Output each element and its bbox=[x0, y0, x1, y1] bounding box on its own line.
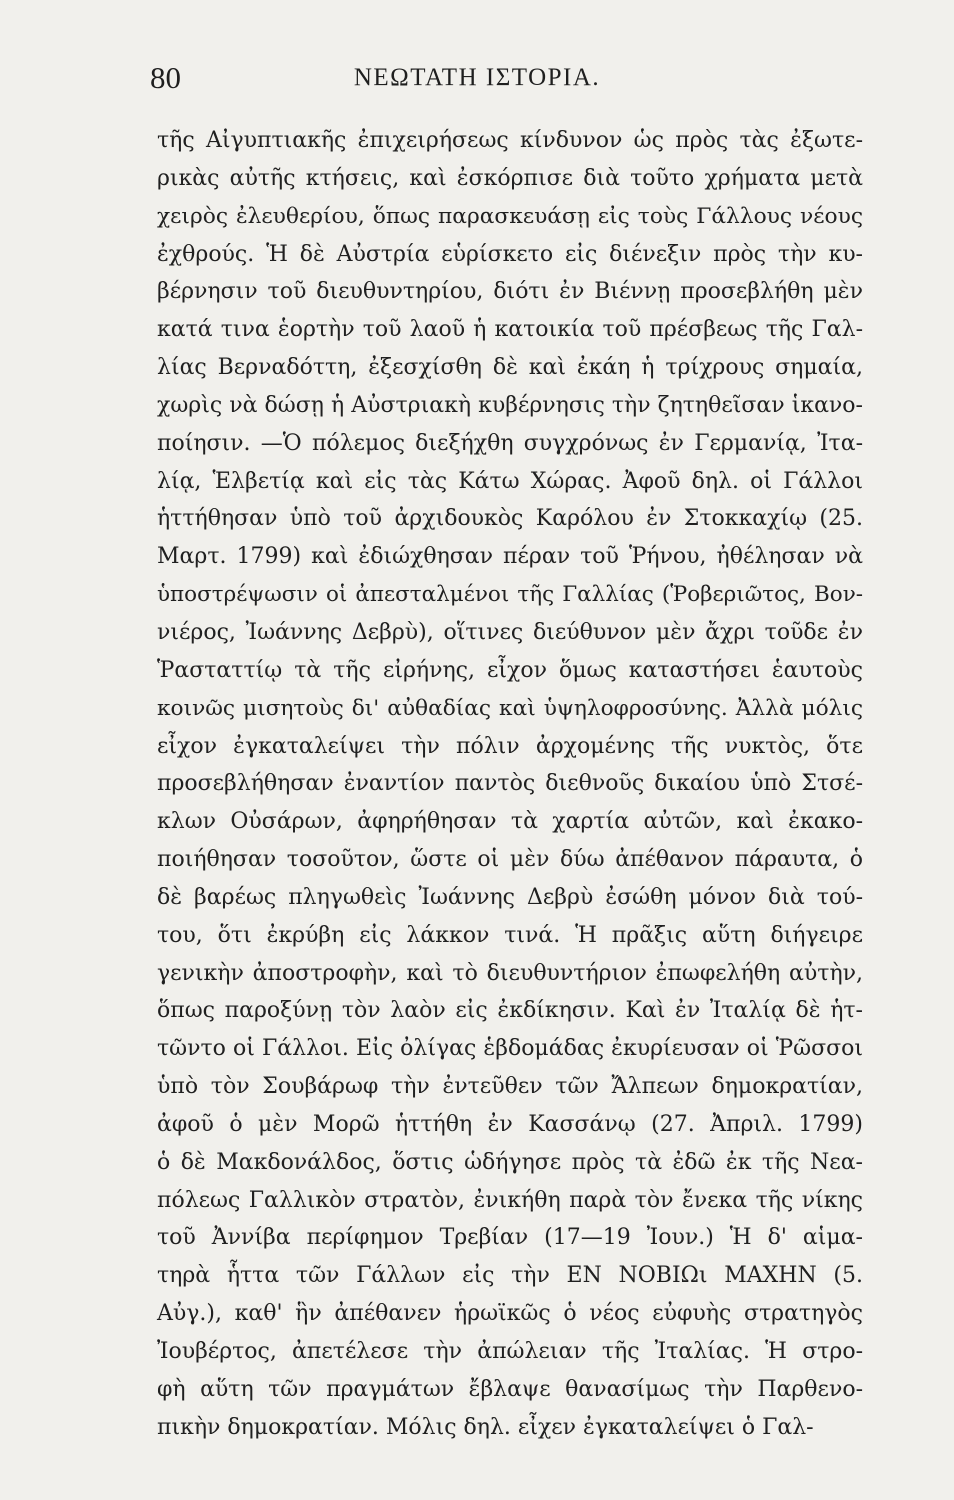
text-line: τοῦ Ἀννίβα περίφημον Τρεβίαν (17—19 Ἰουν.) Ἡ δ' αἱμα- bbox=[157, 1225, 863, 1251]
text-line: γενικὴν ἀποστροφὴν, καὶ τὸ διευθυντήριον ἐπωφελήθη αὐτὴν, bbox=[157, 960, 863, 986]
text-line: τῶντο οἱ Γάλλοι. Εἰς ὀλίγας ἑβδομάδας ἐκυρίευσαν οἱ Ῥῶσσοι bbox=[157, 1036, 863, 1062]
text-line: ὅπως παροξύνῃ τὸν λαὸν εἰς ἐκδίκησιν. Καὶ ἐν Ἰταλίᾳ δὲ ἡτ- bbox=[157, 998, 863, 1024]
text-line: κοινῶς μισητοὺς δι' αὐθαδίας καὶ ὑψηλοφροσύνης. Ἀλλὰ μόλις bbox=[157, 695, 863, 721]
text-line: ρικὰς αὐτῆς κτήσεις, καὶ ἐσκόρπισε διὰ τοῦτο χρήματα μετὰ bbox=[157, 165, 863, 191]
text-line: ὑποστρέψωσιν οἱ ἀπεσταλμένοι τῆς Γαλλίας (Ῥοβεριῶτος, Βον- bbox=[157, 582, 863, 608]
text-line: τῆς Αἰγυπτιακῆς ἐπιχειρήσεως κίνδυνον ὡς πρὸς τὰς ἐξωτε- bbox=[157, 128, 863, 153]
text-line: χειρὸς ἐλευθερίου, ὅπως παρασκευάσῃ εἰς τοὺς Γάλλους νέους bbox=[157, 203, 863, 229]
text-line: δὲ βαρέως πληγωθεὶς Ἰωάννης Δεβρὺ ἐσώθη μόνον διὰ τού- bbox=[157, 884, 863, 910]
text-line: ἡττήθησαν ὑπὸ τοῦ ἀρχιδουκὸς Καρόλου ἐν Στοκκαχίῳ (25. bbox=[157, 506, 863, 532]
text-line: τηρὰ ἧττα τῶν Γάλλων εἰς τὴν ΕΝ ΝΟΒΙΩι ΜΑΧΗΝ (5. bbox=[157, 1263, 863, 1289]
text-line: του, ὅτι ἐκρύβη εἰς λάκκον τινά. Ἡ πρᾶξις αὕτη διήγειρε bbox=[157, 922, 863, 948]
text-line: ὑπὸ τὸν Σουβάρωφ τὴν ἐντεῦθεν τῶν Ἄλπεων δημοκρατίαν, bbox=[157, 1074, 863, 1100]
text-line: κλων Οὐσάρων, ἀφηρήθησαν τὰ χαρτία αὐτῶν, καὶ ἐκακο- bbox=[157, 809, 863, 835]
text-line: Ῥασταττίῳ τὰ τῆς εἰρήνης, εἶχον ὅμως καταστήσει ἑαυτοὺς bbox=[157, 657, 863, 683]
text-line: νιέρος, Ἰωάννης Δεβρὺ), οἵτινες διεύθυνον μὲν ἄχρι τοῦδε ἐν bbox=[157, 619, 863, 645]
text-line: πόλεως Γαλλικὸν στρατὸν, ἐνικήθη παρὰ τὸν ἔνεκα τῆς νίκης bbox=[157, 1187, 863, 1213]
text-line: ἐχθρούς. Ἡ δὲ Αὐστρία εὑρίσκετο εἰς διένεξιν πρὸς τὴν κυ- bbox=[157, 241, 863, 267]
text-line: πικὴν δημοκρατίαν. Μόλις δηλ. εἶχεν ἐγκαταλείψει ὁ Γαλ- bbox=[157, 1414, 814, 1440]
text-line: εἶχον ἐγκαταλείψει τὴν πόλιν ἀρχομένης τῆς νυκτὸς, ὅτε bbox=[157, 733, 863, 759]
text-line: ποίησιν. —Ὁ πόλεμος διεξήχθη συγχρόνως ἐν Γερμανίᾳ, Ἰτα- bbox=[157, 430, 863, 456]
text-line: Ἰουβέρτος, ἀπετέλεσε τὴν ἀπώλειαν τῆς Ἰταλίας. Ἡ στρο- bbox=[157, 1339, 863, 1364]
text-line: ποιήθησαν τοσοῦτον, ὥστε οἱ μὲν δύω ἀπέθανον πάραυτα, ὁ bbox=[157, 847, 863, 873]
page-number: 80 bbox=[150, 60, 181, 95]
text-line: λίας Βερναδόττη, ἐξεσχίσθη δὲ καὶ ἐκάη ἡ τρίχρους σημαία, bbox=[157, 355, 863, 381]
text-line: λίᾳ, Ἑλβετίᾳ καὶ εἰς τὰς Κάτω Χώρας. Ἀφοῦ δηλ. οἱ Γάλλοι bbox=[157, 468, 863, 494]
text-line: ἀφοῦ ὁ μὲν Μορῶ ἡττήθη ἐν Κασσάνῳ (27. Ἀπριλ. 1799) bbox=[157, 1111, 863, 1137]
text-line: προσεβλήθησαν ἐναντίον παντὸς διεθνοῦς δικαίου ὑπὸ Στσέ- bbox=[157, 771, 863, 797]
text-line: Αὐγ.), καθ' ἣν ἀπέθανεν ἡρωϊκῶς ὁ νέος εὐφυὴς στρατηγὸς bbox=[157, 1301, 863, 1327]
text-line: φὴ αὕτη τῶν πραγμάτων ἔβλαψε θανασίμως τὴν Παρθενο- bbox=[157, 1376, 863, 1402]
text-line: βέρνησιν τοῦ διευθυντηρίου, διότι ἐν Βιέννῃ προσεβλήθη μὲν bbox=[157, 279, 863, 305]
running-head: ΝΕΩΤΑΤΗ ΙΣΤΟΡΙΑ. bbox=[353, 64, 601, 91]
text-line: χωρὶς νὰ δώσῃ ἡ Αὐστριακὴ κυβέρνησις τὴν ζητηθεῖσαν ἱκανο- bbox=[157, 392, 863, 418]
text-line: Μαρτ. 1799) καὶ ἐδιώχθησαν πέραν τοῦ Ῥήνου, ἠθέλησαν νὰ bbox=[157, 544, 863, 570]
text-line: ὁ δὲ Μακδονάλδος, ὅστις ὡδήγησε πρὸς τὰ ἐδῶ ἐκ τῆς Νεα- bbox=[157, 1149, 863, 1175]
body-text bbox=[157, 122, 863, 1447]
text-line: κατά τινα ἑορτὴν τοῦ λαοῦ ἡ κατοικία τοῦ πρέσβεως τῆς Γαλ- bbox=[157, 317, 863, 343]
